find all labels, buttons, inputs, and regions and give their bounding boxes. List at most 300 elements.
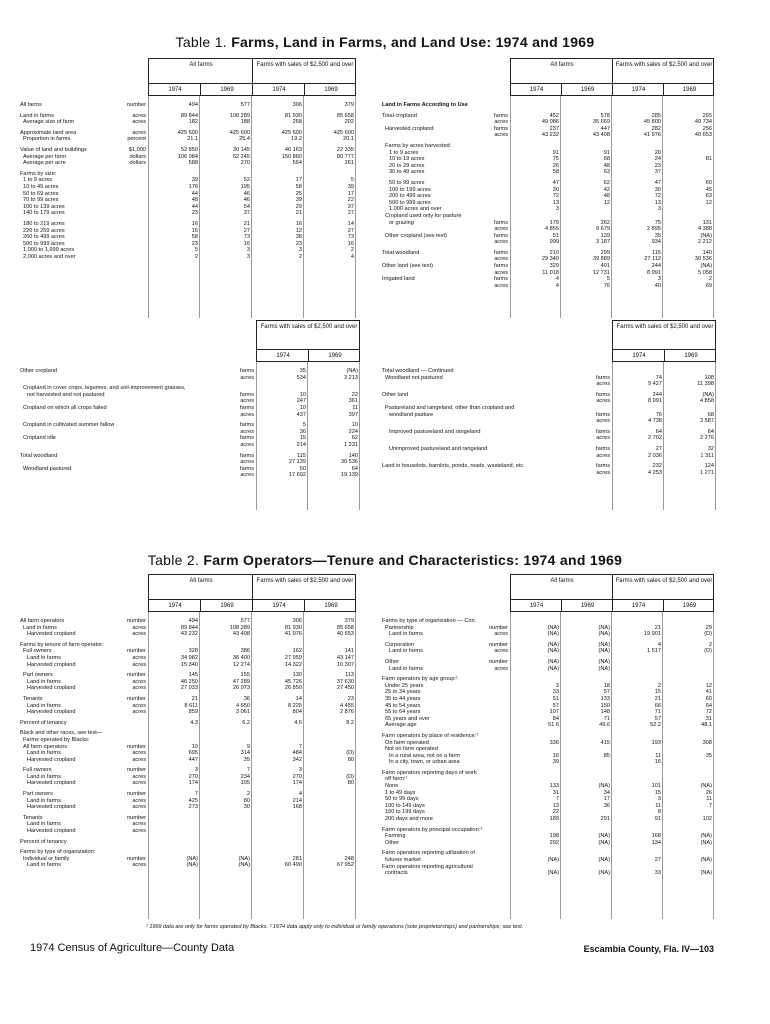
row-value: 2 [708, 276, 712, 283]
row-label: Average per acre [23, 160, 66, 167]
row-value: 47 289 [232, 678, 250, 685]
row-label: Tenants [23, 814, 43, 821]
row-label: 50 to 99 days [385, 796, 419, 803]
table1-lower-left-year-header: 1974 [276, 353, 290, 359]
table1-lower-right-year-header: 1974 [632, 353, 646, 359]
row-value: 2 895 [647, 226, 661, 233]
row-value: 176 [188, 183, 198, 190]
row-unit: acres [132, 112, 146, 119]
row-value: 68 [707, 411, 714, 418]
row-value: 804 [292, 709, 302, 716]
row-label: 1 to 9 acres [23, 177, 53, 184]
table-row [20, 234, 360, 241]
row-value: 81 930 [284, 624, 302, 631]
row-value: 10 307 [336, 661, 354, 668]
table-row [20, 618, 360, 625]
row-value: 21 [191, 695, 198, 702]
table1-lower-left-panel [20, 320, 360, 510]
table-row [20, 744, 360, 751]
row-value: 379 [344, 618, 354, 624]
row-label: Irrigated land [382, 276, 415, 283]
table-row [382, 816, 716, 823]
table1-lower-left-header-group: Farms with sales of $2,500 and over [260, 324, 358, 330]
row-value: 4 [555, 282, 559, 289]
row-value: 244 [652, 391, 662, 398]
table-row [20, 774, 360, 781]
row-unit: acres [494, 665, 508, 672]
row-label: 70 to 99 acres [23, 197, 59, 204]
row-label: 260 to 499 acres [23, 234, 65, 241]
row-value: 2 [657, 682, 661, 689]
row-value: 494 [188, 618, 198, 624]
table-row [382, 689, 716, 696]
row-unit: acres [596, 398, 610, 405]
row-value: 8 991 [647, 269, 661, 276]
row-unit: acres [240, 428, 254, 435]
row-value: 934 [651, 239, 661, 246]
table-row [382, 200, 716, 207]
row-label: 200 days and more [385, 816, 433, 823]
table-row [382, 453, 716, 460]
table1-right-header-rule [511, 83, 713, 84]
row-value: 9 679 [596, 226, 610, 233]
row-label: Land in farms [27, 773, 61, 780]
row-value: 37 [243, 210, 250, 217]
table-row [20, 472, 360, 479]
row-value: 15 [299, 435, 306, 442]
table-row [20, 767, 360, 774]
row-value: (NA) [547, 631, 559, 638]
row-value: 58 [295, 183, 302, 190]
table-row [382, 412, 716, 419]
table1-lower-right-rows [382, 368, 716, 476]
row-label: 20 to 29 acres [389, 162, 425, 169]
row-value: 292 [549, 839, 559, 846]
row-label: Farms by tenure of farm operator: [20, 641, 104, 648]
row-label: Farms by type of organization: [20, 849, 96, 856]
row-value: 50 [299, 465, 306, 472]
row-value: 64 [707, 428, 714, 435]
row-unit: farms [494, 112, 508, 119]
row-unit: farms [240, 368, 254, 374]
row-label: woodland pasture [389, 411, 434, 418]
row-value: 36 [299, 428, 306, 435]
row-value: 425 600 [177, 129, 198, 136]
row-unit: acres [240, 411, 254, 418]
table-row [382, 239, 716, 246]
row-value: 22 335 [336, 146, 354, 153]
row-value: 11 [706, 796, 712, 803]
row-value: 10 [191, 743, 198, 750]
row-value: 68 [603, 156, 610, 163]
row-value: 577 [240, 102, 250, 108]
row-value: 329 [549, 263, 559, 270]
row-value: 64 [655, 428, 662, 435]
row-value: 415 [600, 739, 610, 746]
row-value: 60 [705, 179, 712, 186]
row-value: 20.1 [343, 136, 354, 143]
row-value: 261 [344, 160, 354, 167]
table1-left-header-rule [149, 83, 355, 84]
row-unit: farms [494, 276, 508, 283]
row-value: 23 [654, 162, 661, 169]
row-value: 12 274 [232, 661, 250, 668]
row-value: 44 [191, 203, 198, 210]
table-row [382, 193, 716, 200]
row-value: 193 [651, 739, 661, 746]
row-label: In a city, town, or urban area [389, 759, 460, 766]
row-value: 291 [600, 816, 610, 823]
row-value: 695 [188, 750, 198, 757]
row-value: 42 [603, 186, 610, 193]
row-value: 140 [702, 249, 712, 256]
row-label: 140 to 179 acres [23, 210, 65, 217]
row-value: 282 [651, 125, 661, 132]
row-value: 75 [654, 219, 661, 226]
table-row [20, 171, 360, 178]
table-row [382, 470, 716, 477]
row-unit: acres [596, 452, 610, 459]
table1-lower-left-rows [20, 368, 360, 479]
row-label: Black and other races, see text— [20, 730, 103, 737]
row-value: 3 [298, 767, 302, 774]
row-value: (NA) [547, 857, 559, 863]
table-row [20, 442, 360, 449]
row-value: 234 [240, 773, 250, 780]
row-value: 26 850 [284, 685, 302, 692]
table2-title [0, 552, 770, 568]
row-value: 101 [651, 783, 661, 790]
row-value: 16 [191, 220, 198, 227]
row-value: 36 [243, 695, 250, 702]
row-value: 27 112 [644, 256, 661, 263]
table1-lower-left-header [256, 320, 360, 362]
row-unit: farms [494, 232, 508, 239]
row-value: 4 455 [340, 702, 354, 709]
table-row [382, 405, 716, 412]
row-value: 84 [552, 715, 559, 722]
row-value: 31 [705, 715, 712, 722]
row-value: 425 600 [229, 129, 250, 136]
table-row [382, 666, 716, 673]
table-row [382, 790, 716, 797]
row-unit: acres [494, 269, 508, 276]
table-row [20, 191, 360, 198]
row-unit: farms [240, 452, 254, 459]
row-label: Other [385, 658, 399, 665]
row-value: 39 [295, 197, 302, 204]
row-value: 2 702 [648, 435, 662, 442]
table-row [20, 435, 360, 442]
table-row [382, 220, 716, 227]
row-value: 273 [188, 804, 198, 811]
row-value: 8 [657, 809, 661, 816]
table2-left-year-header: 1974 [272, 603, 286, 609]
row-value: 3 187 [596, 239, 610, 246]
row-label: Pastureland and rangeland, other than cropland and [385, 404, 515, 411]
table-row [20, 184, 360, 191]
row-value: (NA) [346, 368, 358, 374]
table-row [20, 422, 360, 429]
table-row [382, 648, 716, 655]
row-value: 49.6 [599, 722, 610, 729]
row-value: 15 340 [180, 661, 198, 668]
row-value: 81 [705, 156, 712, 163]
table-row [20, 720, 360, 727]
row-value: 145 [188, 672, 198, 679]
row-value: 52.2 [650, 722, 661, 729]
row-label: futures market [385, 857, 421, 863]
row-value: 72 [552, 193, 559, 200]
row-value: 48 [191, 197, 198, 204]
table-row [382, 256, 716, 263]
row-label: Land in farms [23, 624, 57, 631]
row-value: 33 [552, 689, 559, 696]
table-row [20, 679, 360, 686]
row-value: 69 [705, 282, 712, 289]
row-label: 50 to 69 acres [23, 190, 59, 197]
row-value: 198 [549, 833, 559, 840]
row-label: Farms operated by Blacks: [23, 736, 90, 743]
table-row [20, 737, 360, 744]
row-value: 115 [652, 249, 661, 256]
table-row [382, 226, 716, 233]
table-row [382, 102, 716, 109]
row-value: 8 225 [288, 702, 302, 709]
row-label: Percent of tenancy [20, 838, 67, 845]
table-row [20, 625, 360, 632]
row-unit: acres [132, 780, 146, 787]
row-value: 85 [603, 752, 610, 759]
row-value: 8 991 [648, 398, 662, 405]
row-value: 62 [603, 179, 610, 186]
table-row [20, 685, 360, 692]
row-label: Corporation [385, 641, 415, 648]
row-label: Part owners [23, 791, 53, 798]
row-unit: acres [132, 804, 146, 811]
row-value: 22 [347, 197, 354, 204]
row-value: 162 [292, 648, 302, 655]
row-value: 2 [708, 641, 712, 648]
row-value: 336 [549, 739, 559, 746]
row-label: All farms [20, 102, 42, 108]
row-unit: number [127, 855, 146, 862]
table-row [20, 856, 360, 863]
table-row [382, 803, 716, 810]
table-row [382, 368, 716, 375]
row-unit: acres [494, 239, 508, 246]
row-value: 46 250 [180, 678, 198, 685]
row-unit: acres [132, 750, 146, 757]
row-unit: farms [596, 411, 610, 418]
row-label: Cropland in cover crops, legumes, and soil-improvement grasses, [23, 385, 186, 392]
row-label: Land in farms [27, 702, 61, 709]
row-value: 23 [295, 240, 302, 247]
row-unit: number [127, 743, 146, 750]
row-value: 9 427 [648, 381, 662, 388]
row-value: 224 [348, 428, 358, 435]
row-value: 34 [603, 789, 610, 796]
row-value: 202 [344, 119, 354, 126]
table-row [382, 683, 716, 690]
row-label: 150 to 199 days [385, 809, 425, 816]
table2-right-header-rule [511, 599, 713, 600]
row-value: 174 [292, 780, 302, 787]
row-value: 21 [295, 210, 302, 217]
table-row [20, 730, 360, 737]
row-value: 41 976 [643, 132, 661, 139]
row-value: 13 [654, 199, 661, 206]
row-unit: acres [132, 631, 146, 638]
row-value: 21.1 [187, 136, 198, 143]
table1-lower-right-header [612, 320, 716, 362]
table-row [382, 132, 716, 139]
table2-number: Table 2. [147, 552, 200, 568]
row-value: 3 [555, 682, 559, 689]
row-value: 10 [351, 422, 358, 429]
row-label: Farm operators reporting agricultural [382, 863, 473, 870]
row-label: Total woodland [382, 249, 420, 256]
table-row [20, 750, 360, 757]
row-value: 134 [651, 839, 661, 846]
table-row [382, 270, 716, 277]
row-value: 108 289 [229, 624, 250, 631]
row-value: 270 [292, 773, 302, 780]
row-value: 35 [654, 232, 661, 239]
row-value: 577 [240, 618, 250, 624]
row-label: Land in farms [27, 678, 61, 685]
row-value: 37 [654, 169, 661, 176]
table-row [20, 392, 360, 399]
row-value: 397 [348, 411, 358, 418]
row-value: 49 086 [541, 119, 559, 126]
row-value: 14 [295, 695, 302, 702]
row-unit: farms [240, 422, 254, 429]
row-unit: dollars [129, 160, 146, 167]
table-row [382, 113, 716, 120]
row-value: 9 [246, 743, 250, 750]
table-row [382, 381, 716, 388]
row-unit: farms [596, 428, 610, 435]
table1-left-year-header: 1969 [324, 87, 338, 93]
row-value: 35 [705, 752, 712, 759]
row-unit: acres [132, 821, 146, 828]
row-value: 57 [552, 702, 559, 709]
row-value: 4 388 [698, 226, 712, 233]
row-value: 214 [292, 797, 302, 804]
row-value: 232 [652, 463, 662, 470]
table-row [382, 833, 716, 840]
row-value: 30 536 [694, 256, 712, 263]
row-label: Full owners [23, 767, 52, 774]
row-value: 4 650 [236, 702, 250, 709]
row-value: 425 600 [281, 129, 302, 136]
row-value: 11 018 [542, 269, 559, 276]
row-unit: acres [132, 678, 146, 685]
row-label: 1 to 9 acres [389, 149, 419, 156]
table2-right-year-header: 1969 [580, 603, 595, 609]
row-unit: acres [596, 381, 610, 388]
row-value: 74 [655, 374, 662, 381]
footer-county-page: Escambia County, Fla. IV—103 [583, 944, 714, 954]
row-value: 1 271 [700, 469, 714, 476]
row-label: not harvested and not pastured [27, 391, 105, 398]
row-value: 133 [600, 695, 610, 702]
row-value: 19.2 [291, 136, 302, 143]
table-row [20, 398, 360, 405]
row-label: 100 to 199 acres [389, 186, 431, 193]
row-value: 36 400 [232, 654, 250, 661]
row-label: 2,000 acres and over [23, 253, 76, 260]
row-value: 244 [651, 263, 661, 270]
table-row [20, 849, 360, 856]
row-value: 588 [188, 160, 198, 167]
row-value: 27 [243, 227, 250, 234]
row-value: 285 [651, 112, 661, 119]
row-value: (NA) [702, 391, 714, 398]
row-value: 306 [292, 618, 302, 624]
row-value: 37 [347, 203, 354, 210]
row-value: 124 [704, 463, 714, 470]
row-value: 379 [344, 102, 354, 108]
table-row [20, 839, 360, 846]
row-label: Harvested cropland [27, 756, 76, 763]
row-value: (NA) [598, 665, 610, 672]
row-label: All farm operators [20, 618, 65, 624]
table-row [20, 113, 360, 120]
table-row [382, 126, 716, 133]
row-value: 5 [350, 177, 354, 184]
table-row [382, 119, 716, 126]
row-label: Under 25 years [385, 682, 424, 689]
table-row [20, 197, 360, 204]
row-unit: farms [596, 445, 610, 452]
row-label: Farms by acres harvested: [385, 142, 452, 149]
row-value: 265 [702, 112, 712, 119]
table-row [382, 463, 716, 470]
table1-lower-right-year-header: 1969 [684, 353, 698, 359]
row-value: 80 [347, 756, 354, 763]
row-value: 6.2 [242, 719, 250, 726]
row-value: 237 [549, 125, 559, 132]
row-label: Value of land and buildings [20, 146, 87, 153]
row-label: Land in Farms According to Use [382, 102, 468, 108]
row-label: Woodland pastured [23, 465, 72, 472]
row-value: 72 [705, 709, 712, 716]
table-row [382, 696, 716, 703]
table-row [20, 780, 360, 787]
row-label: Farm operators reporting days of work [382, 769, 477, 776]
row-value: 4 253 [648, 469, 662, 476]
row-value: 4 855 [545, 226, 559, 233]
row-value: 40 653 [694, 132, 712, 139]
row-label: Cropland used only for pasture [385, 212, 462, 219]
row-value: 5 [194, 247, 198, 254]
row-value: 106 984 [177, 153, 198, 160]
row-value: 35 [299, 368, 306, 374]
table-row [20, 804, 360, 811]
table1-left-header-group: All farms [189, 62, 213, 68]
table-row [382, 776, 716, 783]
row-unit: number [489, 658, 508, 665]
row-value: 10 [299, 391, 306, 398]
row-label: Land in farms [27, 821, 61, 828]
row-label: Other cropland [20, 368, 58, 374]
row-value: 26 [552, 162, 559, 169]
row-value: (NA) [598, 783, 610, 790]
row-label: 55 to 64 years [385, 709, 421, 716]
row-label: Harvested cropland [27, 709, 76, 716]
